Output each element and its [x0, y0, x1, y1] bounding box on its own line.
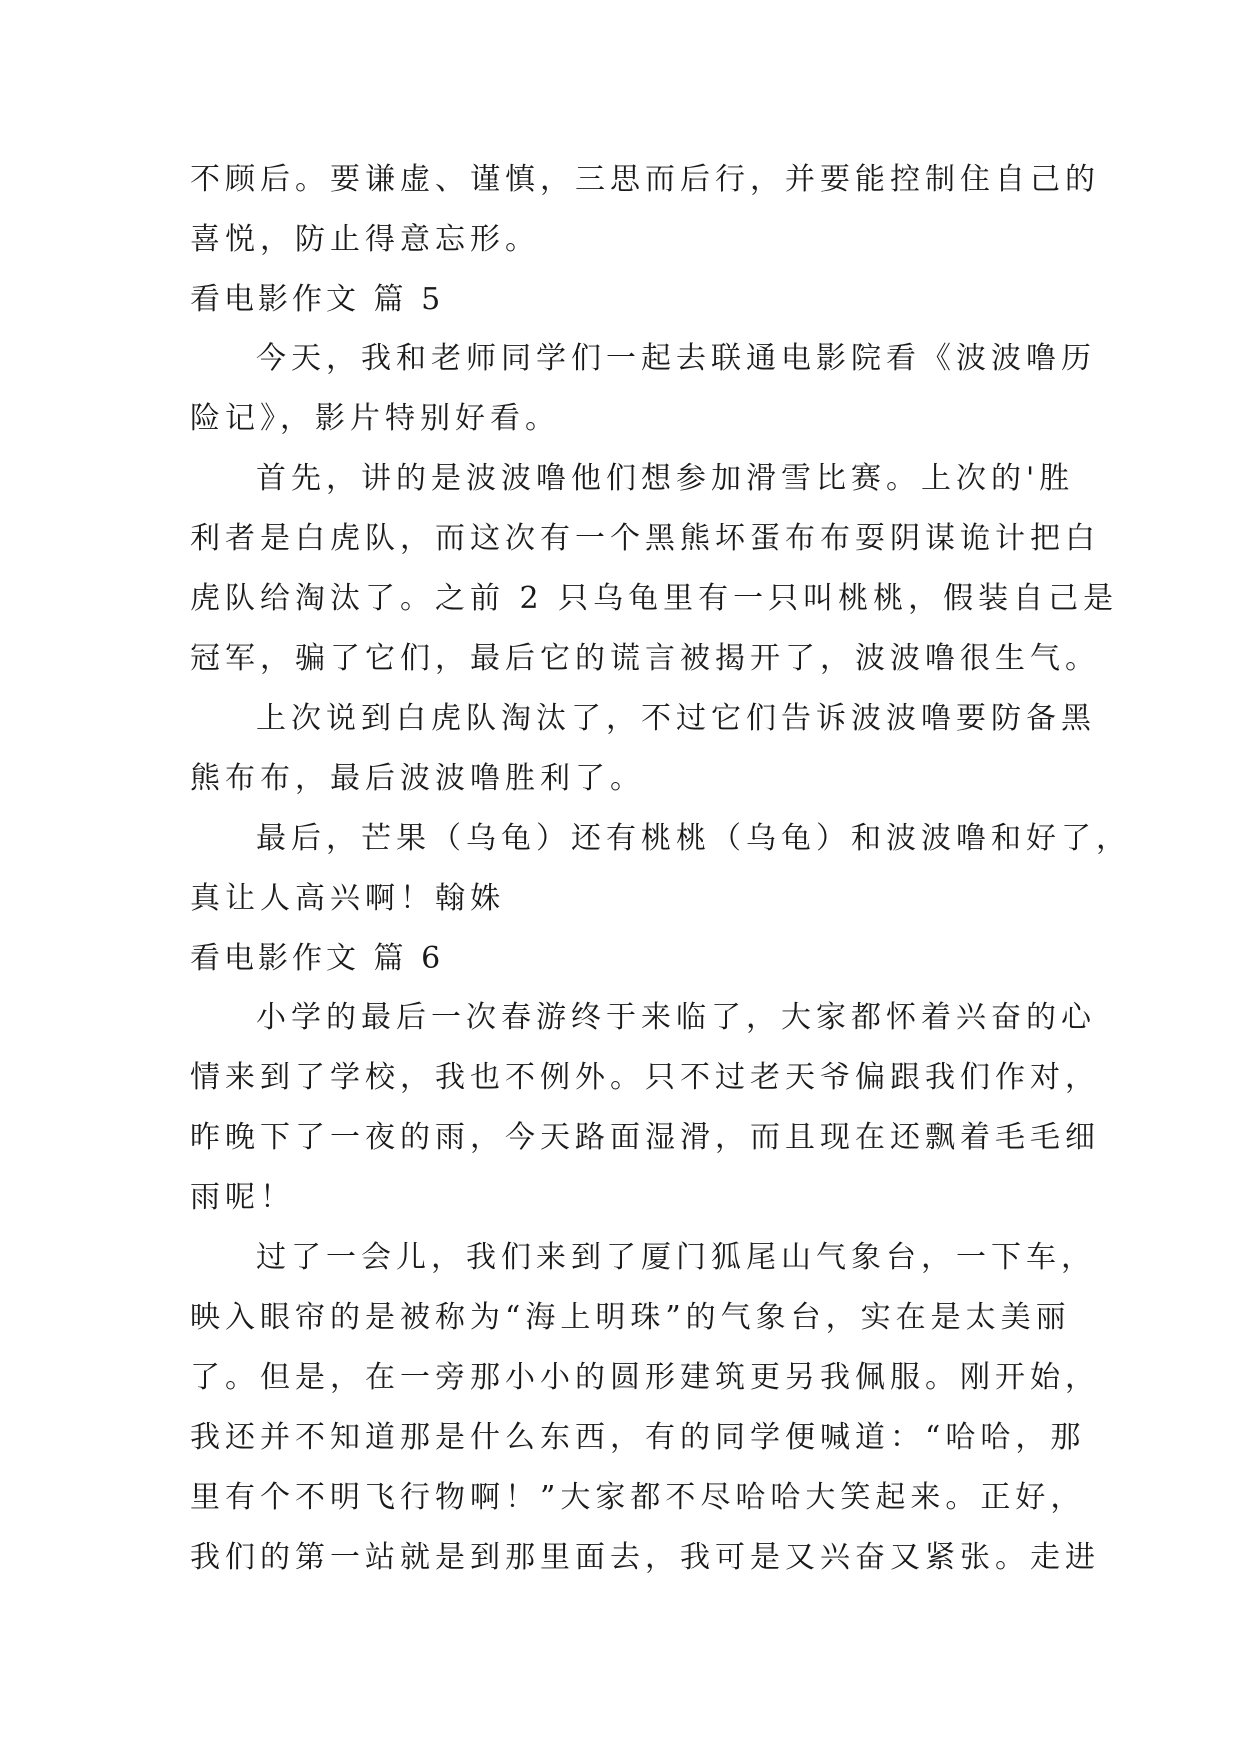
paragraph-line: 我还并不知道那是什么东西，有的同学便喊道：“哈哈，那 — [190, 1420, 1086, 1455]
paragraph-line: 情来到了学校，我也不例外。只不过老天爷偏跟我们作对， — [190, 1060, 1100, 1095]
paragraph-line: 映入眼帘的是被称为“海上明珠”的气象台，实在是太美丽 — [190, 1300, 1071, 1335]
paragraph-line: 昨晚下了一夜的雨，今天路面湿滑，而且现在还飘着毛毛细 — [190, 1120, 1100, 1155]
paragraph-line: 今天，我和老师同学们一起去联通电影院看《波波噜历 — [256, 341, 1096, 376]
paragraph-line: 首先，讲的是波波噜他们想参加滑雪比赛。上次的'胜 — [256, 461, 1075, 496]
paragraph-line: 喜悦，防止得意忘形。 — [190, 222, 540, 257]
paragraph-line: 小学的最后一次春游终于来临了，大家都怀着兴奋的心 — [256, 1000, 1096, 1035]
document-body — [190, 160, 1131, 1598]
paragraph-line: 雨呢！ — [190, 1180, 295, 1215]
paragraph-line: 最后，芒果（乌龟）还有桃桃（乌龟）和波波噜和好了， — [256, 821, 1131, 856]
paragraph-line: 上次说到白虎队淘汰了，不过它们告诉波波噜要防备黑 — [256, 701, 1096, 736]
paragraph-line: 真让人高兴啊！翰姝 — [190, 881, 505, 916]
paragraph-line: 熊布布，最后波波噜胜利了。 — [190, 761, 645, 796]
section-heading-5: 看电影作文 篇 5 — [190, 282, 445, 317]
paragraph-line: 虎队给淘汰了。之前 2 只乌龟里有一只叫桃桃，假装自己是 — [190, 581, 1119, 616]
paragraph-line: 冠军，骗了它们，最后它的谎言被揭开了，波波噜很生气。 — [190, 641, 1100, 676]
paragraph-line: 不顾后。要谦虚、谨慎，三思而后行，并要能控制住自己的 — [190, 162, 1100, 197]
paragraph-line: 里有个不明飞行物啊！”大家都不尽哈哈大笑起来。正好， — [190, 1480, 1086, 1515]
paragraph-line: 了。但是，在一旁那小小的圆形建筑更另我佩服。刚开始， — [190, 1360, 1100, 1395]
paragraph-line: 过了一会儿，我们来到了厦门狐尾山气象台，一下车， — [256, 1240, 1096, 1275]
paragraph-line: 险记》，影片特别好看。 — [190, 401, 560, 436]
paragraph-line: 利者是白虎队，而这次有一个黑熊坏蛋布布耍阴谋诡计把白 — [190, 521, 1100, 556]
paragraph-line: 我们的第一站就是到那里面去，我可是又兴奋又紧张。走进 — [190, 1540, 1100, 1575]
section-heading-6: 看电影作文 篇 6 — [190, 941, 445, 976]
